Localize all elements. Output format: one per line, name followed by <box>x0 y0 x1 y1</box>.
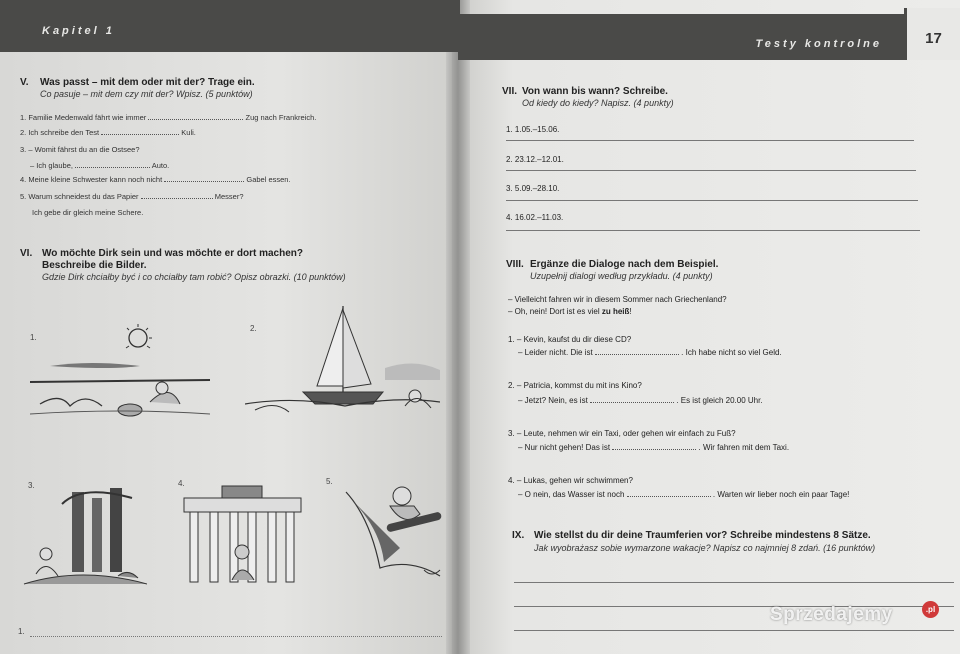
watermark-logo: Sprzedajemy <box>770 604 893 625</box>
ex8-blank-4[interactable] <box>627 496 711 497</box>
ex6-title-line1: Wo möchte Dirk sein und was möchte er dort machen? <box>42 248 303 259</box>
ex5-blank-1[interactable] <box>148 119 243 120</box>
ex6-answer-line-label: 1. <box>18 627 25 636</box>
ex5-number: V. <box>20 77 29 88</box>
ex8-example-answer: – Oh, nein! Dort ist es viel zu heiß! <box>508 307 632 316</box>
ex5-title: Was passt – mit dem oder mit der? Trage ein. <box>40 77 255 88</box>
ex7-item-4: 4. 16.02.–11.03. <box>506 213 564 222</box>
ex5-blank-3[interactable] <box>75 167 150 168</box>
ex6-number: VI. <box>20 248 33 259</box>
ex8-subtitle: Uzupełnij dialogi według przykładu. (4 punkty) <box>530 271 713 281</box>
ex8-dialog-3-question: 3. – Leute, nehmen wir ein Taxi, oder gehen wir einfach zu Fuß? <box>508 429 736 438</box>
ex8-blank-3[interactable] <box>612 449 696 450</box>
ex7-answer-line-1[interactable] <box>506 140 914 141</box>
ex9-answer-line-1[interactable] <box>514 582 954 583</box>
ex7-item-3: 3. 5.09.–28.10. <box>506 184 560 193</box>
section-title: Testy kontrolne <box>755 38 882 50</box>
picture-label-4: 4. <box>178 479 185 488</box>
section-header <box>458 14 904 60</box>
picture-label-2: 2. <box>250 324 257 333</box>
picture-label-1: 1. <box>30 333 37 342</box>
ex6-title-line2: Beschreibe die Bilder. <box>42 260 147 271</box>
picture-label-5: 5. <box>326 477 333 486</box>
ex9-answer-line-3[interactable] <box>514 630 954 631</box>
ex8-dialog-4-answer: – O nein, das Wasser ist noch . Warten wir lieber noch ein paar Tage! <box>518 490 850 499</box>
ex9-subtitle: Jak wyobrażasz sobie wymarzone wakacje? Napisz co najmniej 8 zdań. (16 punktów) <box>534 543 876 553</box>
ex7-item-2: 2. 23.12.–12.01. <box>506 155 564 164</box>
ex5-subtitle: Co pasuje – mit dem czy mit der? Wpisz. (5 punktów) <box>40 89 253 99</box>
ex8-dialog-3-answer: – Nur nicht gehen! Das ist . Wir fahren mit dem Taxi. <box>518 443 790 452</box>
ex8-dialog-1-question: 1. – Kevin, kaufst du dir diese CD? <box>508 335 632 344</box>
snowboarder-illustration <box>340 478 450 590</box>
ex8-title: Ergänze die Dialoge nach dem Beispiel. <box>530 259 719 270</box>
ex5-blank-5[interactable] <box>141 198 213 199</box>
ex7-title: Von wann bis wann? Schreibe. <box>522 86 668 97</box>
ex7-number: VII. <box>502 86 518 97</box>
beach-illustration <box>30 322 210 422</box>
ex5-item-3b: – Ich glaube, Auto. <box>30 161 170 170</box>
chapter-header <box>0 0 460 52</box>
ex5-item-2: 2. Ich schreibe den Test Kuli. <box>20 128 196 137</box>
picture-label-3: 3. <box>28 481 35 490</box>
ex8-dialog-4-question: 4. – Lukas, gehen wir schwimmen? <box>508 476 633 485</box>
ex7-item-1: 1. 1.05.–15.06. <box>506 125 560 134</box>
ex5-item-1: 1. Familie Medenwald fährt wie immer Zug nach Frankreich. <box>20 113 317 122</box>
page-number: 17 <box>904 8 960 60</box>
ex5-blank-4[interactable] <box>164 181 244 182</box>
ex7-answer-line-3[interactable] <box>506 200 918 201</box>
sailing-illustration <box>245 300 440 420</box>
ex8-blank-2[interactable] <box>590 402 674 403</box>
ex7-answer-line-2[interactable] <box>506 170 916 171</box>
ex6-answer-line[interactable] <box>30 636 442 637</box>
ex8-number: VIII. <box>506 259 524 270</box>
ex6-subtitle: Gdzie Dirk chciałby być i co chciałby tam robić? Opisz obrazki. (10 punktów) <box>42 272 346 282</box>
ex9-number: IX. <box>512 530 525 541</box>
ex8-dialog-2-question: 2. – Patricia, kommst du mit ins Kino? <box>508 381 642 390</box>
brandenburg-gate-illustration <box>180 480 305 590</box>
ex8-blank-1[interactable] <box>595 354 679 355</box>
ex5-blank-2[interactable] <box>101 134 179 135</box>
ex5-item-5: 5. Warum schneidest du das Papier Messer? <box>20 192 244 201</box>
ex8-dialog-1-answer: – Leider nicht. Die ist . Ich habe nicht so viel Geld. <box>518 348 782 357</box>
ex8-dialog-2-answer: – Jetzt? Nein, es ist . Es ist gleich 20.00 Uhr. <box>518 396 763 405</box>
ex7-subtitle: Od kiedy do kiedy? Napisz. (4 punkty) <box>522 98 674 108</box>
ex5-item-5b: Ich gebe dir gleich meine Schere. <box>32 208 144 217</box>
ex7-answer-line-4[interactable] <box>506 230 920 231</box>
ex5-item-3: 3. – Womit fährst du an die Ostsee? <box>20 145 140 154</box>
ex9-title: Wie stellst du dir deine Traumferien vor? Schreibe mindestens 8 Sätze. <box>534 530 871 541</box>
ex5-item-4: 4. Meine kleine Schwester kann noch nicht Gabel essen. <box>20 175 291 184</box>
chapter-title: Kapitel 1 <box>42 25 115 37</box>
watermark-badge: .pl <box>922 601 939 618</box>
ex8-example-question: – Vielleicht fahren wir in diesem Sommer nach Griechenland? <box>508 295 727 304</box>
forest-illustration <box>22 484 147 592</box>
